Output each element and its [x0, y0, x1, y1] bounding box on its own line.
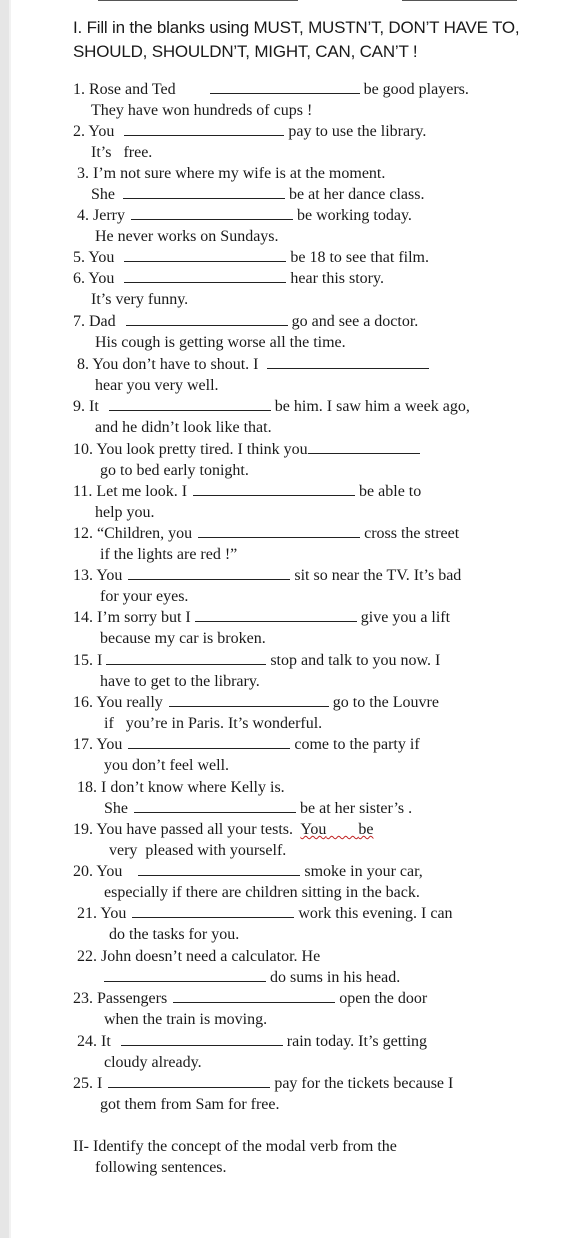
item-16-line-2: if you’re in Paris. It’s wonderful.	[104, 715, 323, 732]
item-8-line-2: hear you very well.	[95, 377, 219, 394]
item-23-line-1: 23. Passengers open the door	[73, 990, 428, 1007]
item-11-line-2: help you.	[95, 504, 155, 521]
item-7-line-2: His cough is getting worse all the time.	[95, 334, 346, 351]
item-9-line-1: 9. It be him. I saw him a week ago,	[73, 398, 470, 415]
item-13-line-2: for your eyes.	[100, 588, 189, 605]
item-3-line-1: 3. I’m not sure where my wife is at the moment.	[77, 165, 386, 182]
item-10-line-1: 10. You look pretty tired. I think you	[73, 439, 420, 460]
exercise-heading: I. Fill in the blanks using MUST, MUSTN’T, DON’T HAVE TO, SHOULD, SHOULDN’T, MIGHT, CAN, CAN’T !	[73, 18, 520, 61]
item-5-line-1: 5. You be 18 to see that film.	[73, 249, 429, 266]
item-4-line-1: 4. Jerry be working today.	[77, 207, 412, 224]
page-edge-shadow	[0, 0, 9, 1238]
item-14-line-2: because my car is broken.	[100, 630, 266, 647]
item-12-line-1: 12. “Children, you cross the street	[73, 525, 460, 542]
section-2-heading: II- Identify the concept of the modal verb from the following sentences.	[73, 1138, 397, 1176]
item-1-line-2: They have won hundreds of cups !	[91, 102, 313, 119]
top-rule-left	[98, 0, 298, 1]
top-rule-right	[402, 0, 517, 1]
item-2-line-2: It’s free.	[91, 144, 153, 161]
item-20-line-2: especially if there are children sitting in the back.	[104, 884, 420, 901]
item-24-line-1: 24. It rain today. It’s getting	[77, 1033, 428, 1050]
item-25-line-2: got them from Sam for free.	[100, 1096, 280, 1113]
item-17-line-2: you don’t feel well.	[104, 757, 230, 774]
item-7-line-1: 7. Dad go and see a doctor.	[73, 313, 419, 330]
item-10-line-2: go to bed early tonight.	[100, 462, 249, 479]
item-16-line-1: 16. You really go to the Louvre	[73, 694, 439, 711]
item-8-line-1: 8. You don’t have to shout. I	[77, 354, 429, 375]
item-19-line-1: 19. You have passed all your tests. You be	[73, 821, 374, 838]
item-18-line-2: She be at her sister’s .	[104, 800, 413, 817]
item-15-line-2: have to get to the library.	[100, 673, 260, 690]
item-17-line-1: 17. You come to the party if	[73, 736, 420, 753]
item-6-line-2: It’s very funny.	[91, 291, 189, 308]
item-12-line-2: if the lights are red !”	[100, 546, 238, 563]
item-18-line-1: 18. I don’t know where Kelly is.	[77, 779, 285, 796]
item-1-line-1: 1. Rose and Ted be good players.	[73, 81, 469, 98]
item-11-line-1: 11. Let me look. I be able to	[73, 483, 422, 500]
item-2-line-1: 2. You pay to use the library.	[73, 123, 427, 140]
item-19-line-2: very pleased with yourself.	[109, 842, 287, 859]
item-6-line-1: 6. You hear this story.	[73, 270, 384, 287]
item-13-line-1: 13. You sit so near the TV. It’s bad	[73, 567, 462, 584]
item-22-line-2: do sums in his head.	[104, 967, 400, 988]
item-25-line-1: 25. I pay for the tickets because I	[73, 1075, 454, 1092]
item-21-line-2: do the tasks for you.	[109, 926, 240, 943]
item-14-line-1: 14. I’m sorry but I give you a lift	[73, 609, 451, 626]
item-4-line-2: He never works on Sundays.	[95, 228, 279, 245]
item-9-line-2: and he didn’t look like that.	[95, 419, 272, 436]
item-21-line-1: 21. You work this evening. I can	[77, 905, 453, 922]
item-24-line-2: cloudy already.	[104, 1054, 202, 1071]
item-3-line-2: She be at her dance class.	[91, 186, 425, 203]
page-edge-highlight	[9, 0, 11, 1238]
item-15-line-1: 15. I stop and talk to you now. I	[73, 652, 441, 669]
item-20-line-1: 20. You smoke in your car,	[73, 863, 423, 880]
item-22-line-1: 22. John doesn’t need a calculator. He	[77, 948, 321, 965]
item-23-line-2: when the train is moving.	[104, 1011, 268, 1028]
